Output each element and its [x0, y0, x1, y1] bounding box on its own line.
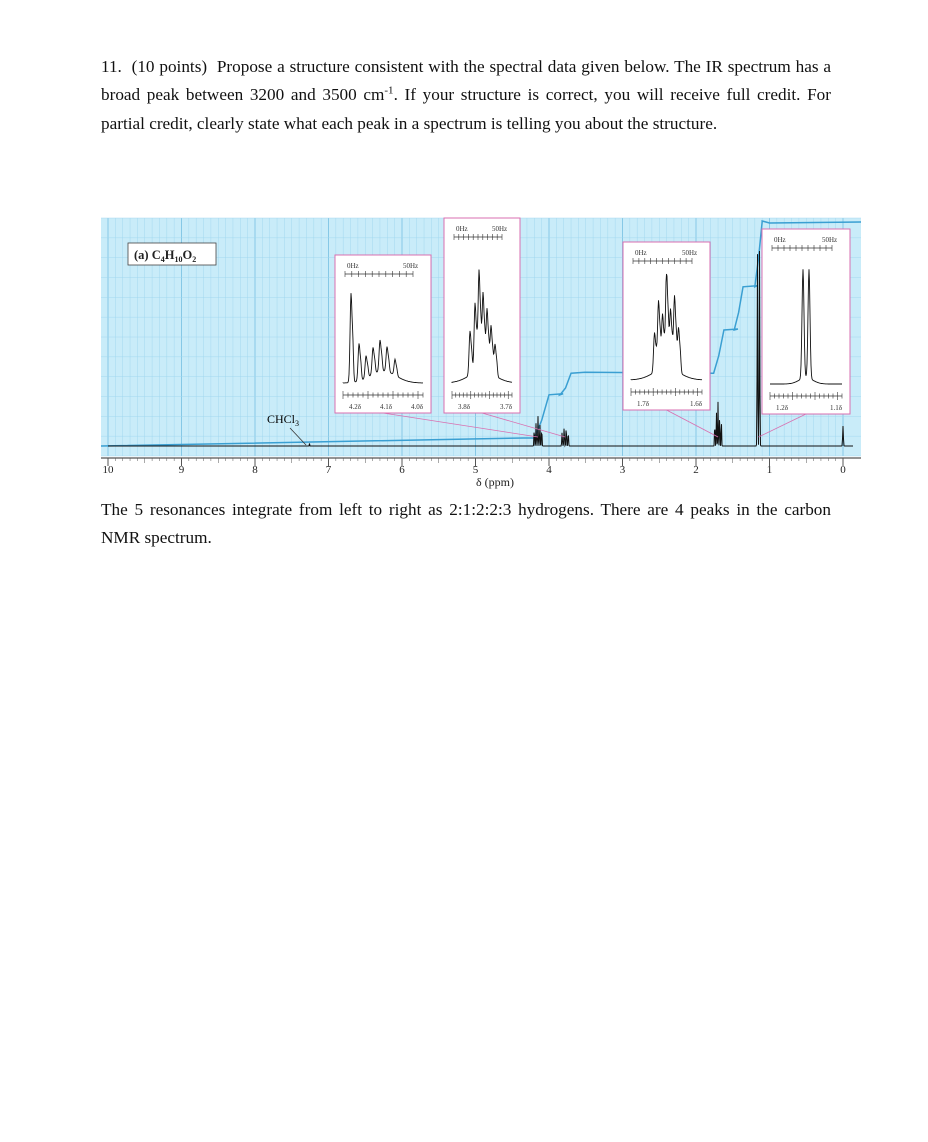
- x-tick-label: 6: [399, 464, 405, 476]
- integration-note: The 5 resonances integrate from left to right as 2:1:2:2:3 hydrogens. There are 4 peaks in the carbon NMR spectrum.: [101, 500, 831, 548]
- question-text: [101, 53, 831, 138]
- inset-ppm-label: 1.7δ: [637, 400, 650, 408]
- inset-zero-label: 0Hz: [774, 236, 786, 244]
- x-tick-label: 8: [252, 464, 258, 476]
- inset-4: [762, 229, 850, 414]
- question-points: (10 points): [131, 57, 208, 76]
- inset-fifty-label: 50Hz: [682, 249, 698, 257]
- inset-3: [623, 242, 710, 410]
- inset-zero-label: 0Hz: [347, 262, 359, 270]
- x-tick-label: 1: [766, 464, 773, 476]
- inset-fifty-label: 50Hz: [492, 225, 508, 233]
- inset-frame: [762, 229, 850, 414]
- inset-ppm-label: 1.6δ: [690, 400, 703, 408]
- x-axis: [101, 458, 861, 476]
- x-tick-label: 7: [325, 464, 332, 476]
- x-tick-label: 10: [102, 464, 114, 476]
- solvent-label: CHCl$_3$: [267, 412, 300, 428]
- inset-ppm-label: 3.7δ: [500, 403, 513, 411]
- compound-label-box: [128, 243, 216, 265]
- nmr-spectrum: [101, 215, 861, 495]
- question-body: Propose a structure consistent with the spectral data given below. The IR spectrum has a broad peak between 3200 and 3500 cm: [101, 57, 832, 105]
- inset-ppm-label: 4.2δ: [349, 403, 362, 411]
- inset-ppm-label: 4.1δ: [380, 403, 393, 411]
- question-number: 11.: [101, 57, 122, 76]
- inset-1: [335, 255, 431, 413]
- inset-ppm-label: 1.1δ: [830, 404, 843, 412]
- x-axis-label: δ (ppm): [476, 475, 514, 489]
- inset-frame: [335, 255, 431, 413]
- x-tick-label: 4: [546, 464, 552, 476]
- inset-2: [444, 218, 520, 413]
- inset-zero-label: 0Hz: [456, 225, 468, 233]
- inset-ppm-label: 1.2δ: [776, 404, 789, 412]
- unit-exponent: -1: [384, 84, 394, 97]
- inset-ppm-label: 3.8δ: [458, 403, 471, 411]
- x-tick-label: 5: [472, 464, 479, 476]
- x-tick-label: 3: [619, 464, 626, 476]
- compound-label: (a) $C_4H_{10}O_2$: [134, 248, 197, 264]
- inset-fifty-label: 50Hz: [822, 236, 838, 244]
- inset-ppm-label: 4.0δ: [411, 403, 424, 411]
- inset-frame: [623, 242, 710, 410]
- inset-zero-label: 0Hz: [635, 249, 647, 257]
- x-tick-label: 9: [178, 464, 185, 476]
- inset-fifty-label: 50Hz: [403, 262, 419, 270]
- x-tick-label: 2: [693, 464, 699, 476]
- x-tick-label: 0: [840, 464, 846, 476]
- question-body-cont: . If your structure is correct, you will receive full credit. For partial credit, clearly state what each peak in a spectrum is telling you about the structure.: [101, 85, 831, 133]
